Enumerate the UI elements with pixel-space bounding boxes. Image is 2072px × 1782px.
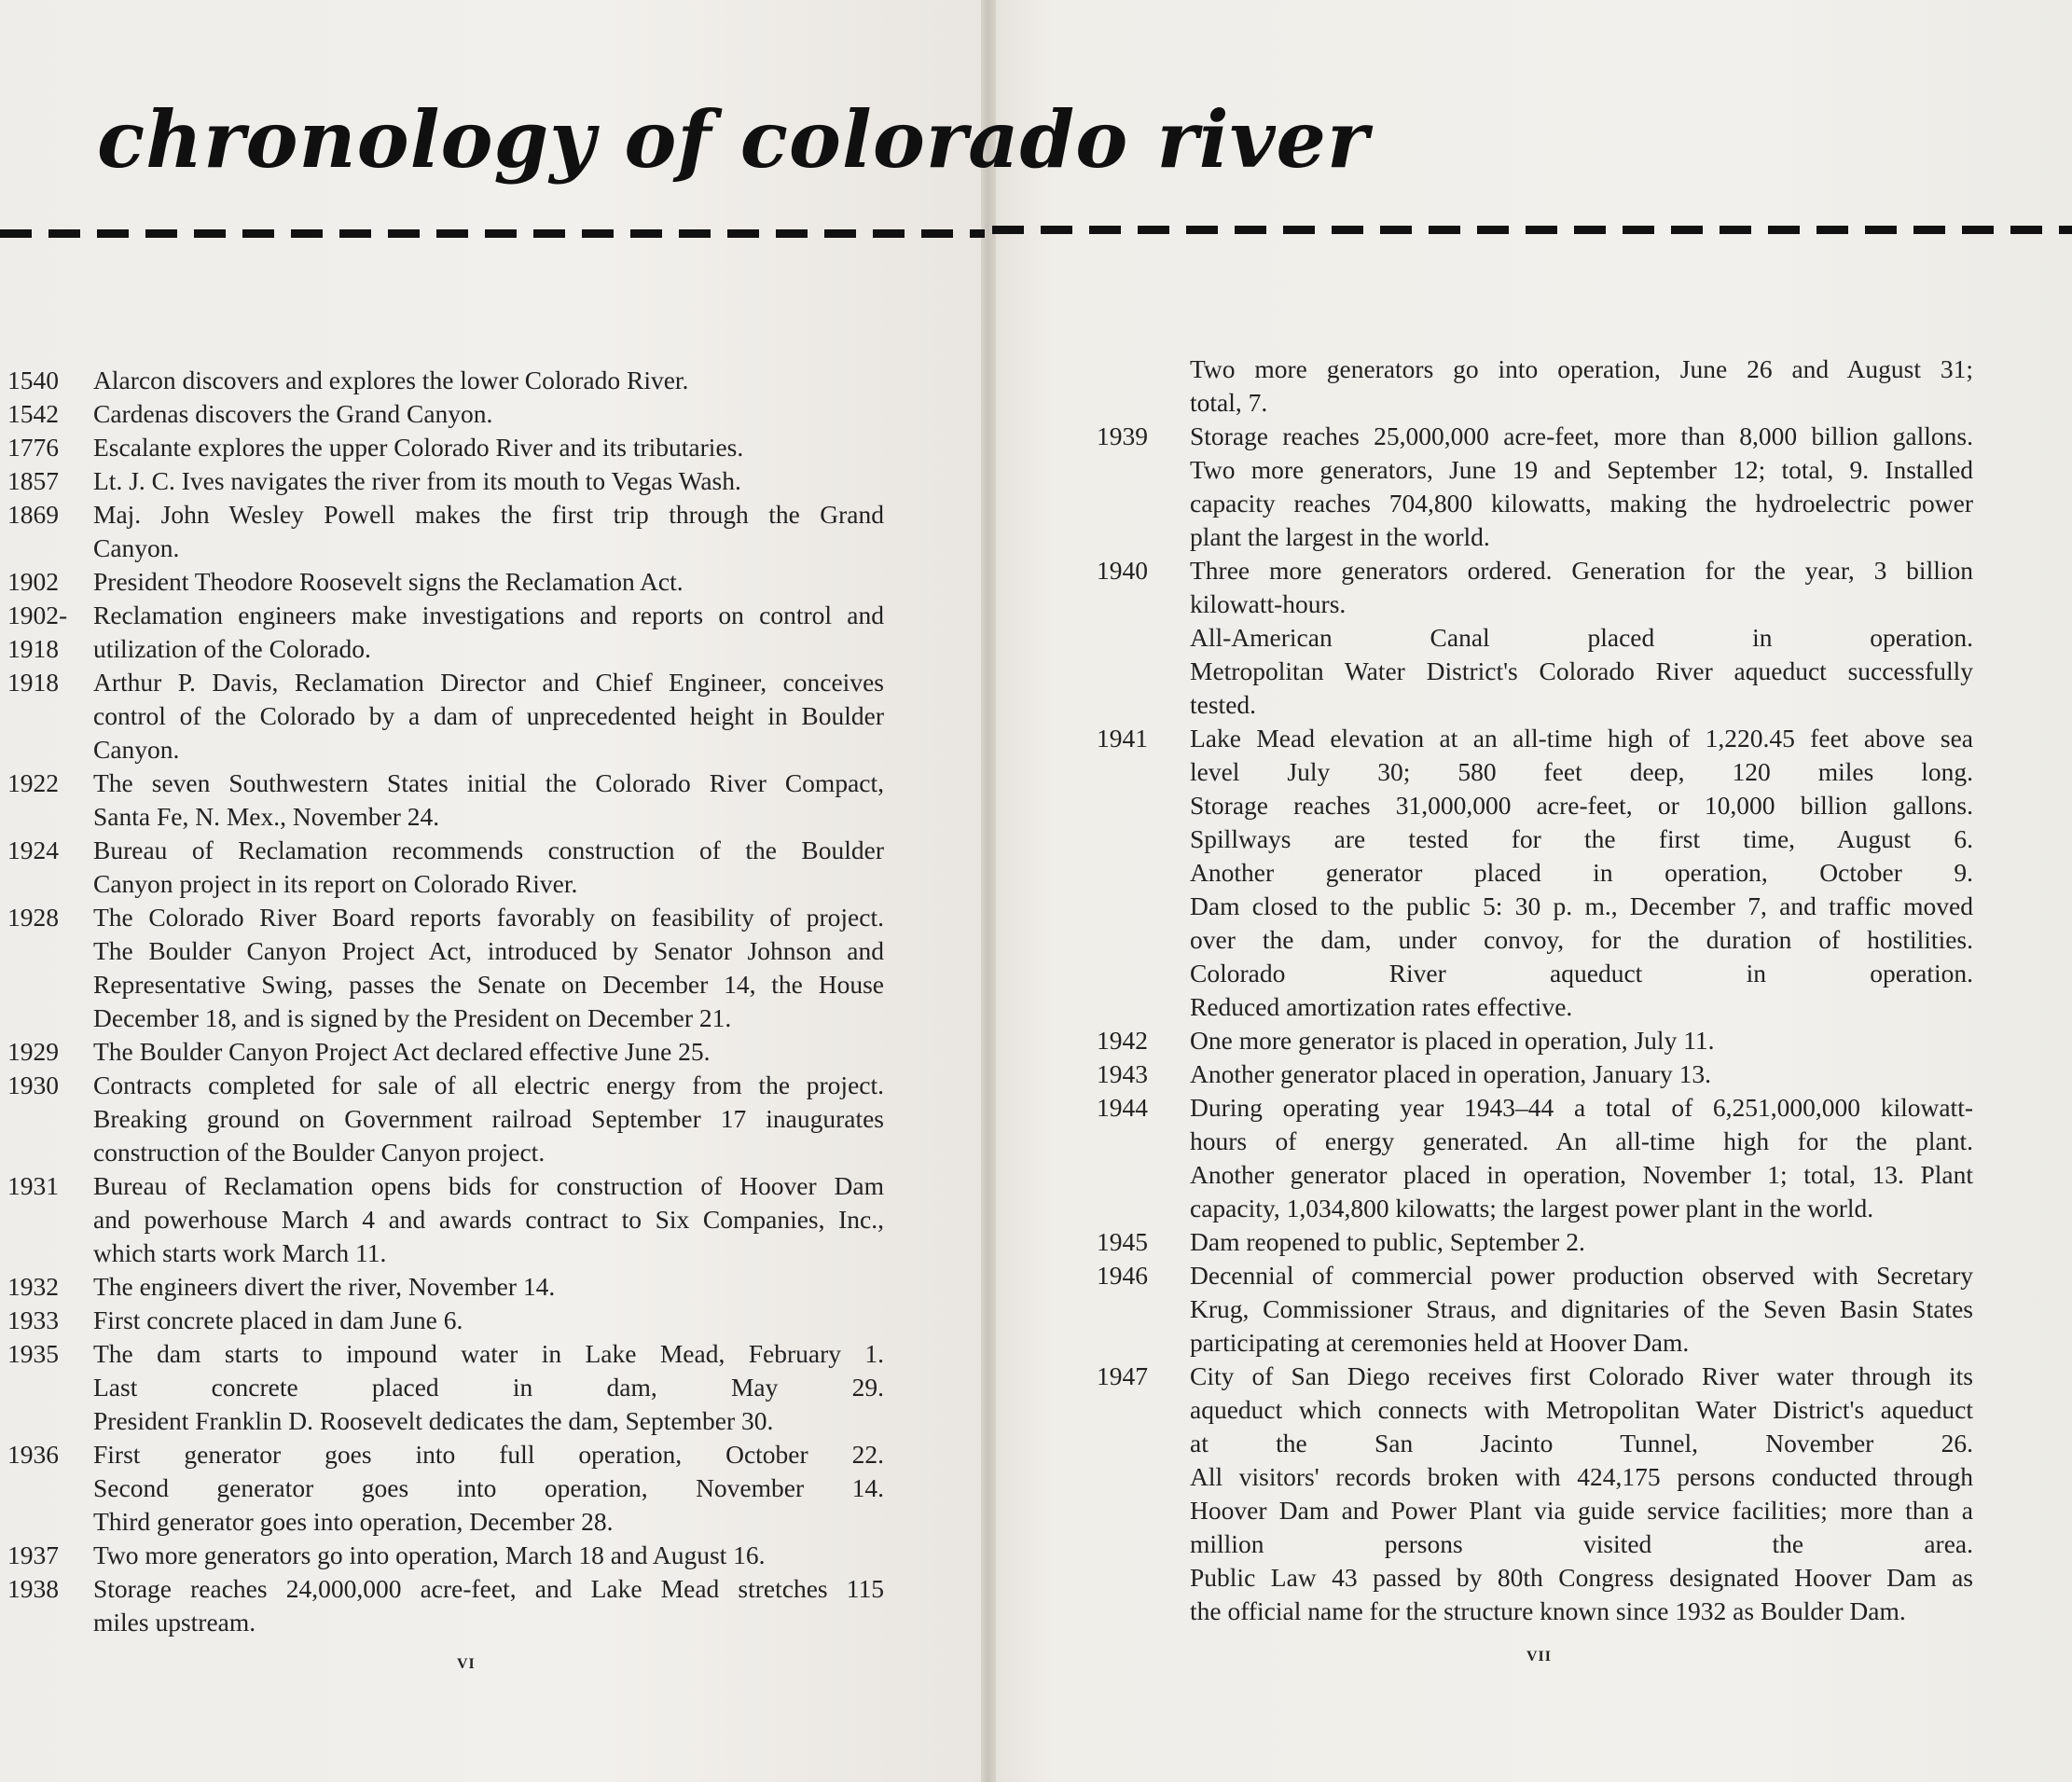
entry-text bbox=[1190, 722, 1973, 1024]
entry-year bbox=[7, 599, 93, 666]
entry-line: Bureau of Reclamation recommends construction of the Boulder bbox=[93, 836, 884, 864]
chronology-entry bbox=[7, 464, 884, 498]
year-label: 1946 bbox=[1097, 1261, 1148, 1290]
chronology-entry bbox=[7, 397, 884, 431]
entry-year bbox=[7, 498, 93, 565]
entry-line: over the dam, under convoy, for the duration of hostilities. bbox=[1190, 925, 1973, 954]
chronology-entry bbox=[7, 1337, 884, 1438]
year-label: 1776 bbox=[7, 433, 59, 462]
year-label: 1940 bbox=[1097, 556, 1148, 585]
year-label: 1936 bbox=[7, 1440, 59, 1469]
year-label: 1542 bbox=[7, 399, 59, 428]
entry-line: Two more generators, June 19 and September 12; total, 9. Installed bbox=[1190, 455, 1973, 484]
entry-year bbox=[1089, 1024, 1190, 1057]
entry-line: Arthur P. Davis, Reclamation Director and Chief Engineer, conceives bbox=[93, 668, 884, 697]
entry-year bbox=[7, 1304, 93, 1337]
page-title: chronology of colorado river bbox=[97, 93, 1370, 186]
entry-text bbox=[93, 397, 884, 431]
entry-line: aqueduct which connects with Metropolitan Water District's aqueduct bbox=[1190, 1395, 1973, 1424]
entry-line: Santa Fe, N. Mex., November 24. bbox=[93, 802, 440, 831]
year-label: 1931 bbox=[7, 1171, 59, 1200]
entry-text bbox=[93, 1069, 884, 1169]
page-spine bbox=[981, 0, 996, 1782]
entry-line: Reclamation engineers make investigations and reports on control and bbox=[93, 601, 884, 629]
chronology-entry bbox=[1089, 420, 1973, 554]
entry-line: Another generator placed in operation, November 1; total, 13. Plant bbox=[1190, 1160, 1973, 1189]
year-label: 1939 bbox=[1097, 421, 1148, 450]
chronology-entry bbox=[7, 364, 884, 397]
entry-year bbox=[1089, 1360, 1190, 1628]
year-label: 1943 bbox=[1097, 1059, 1148, 1088]
year-label: 1932 bbox=[7, 1272, 59, 1301]
entry-line: Breaking ground on Government railroad September 17 inaugurates bbox=[93, 1104, 884, 1133]
entry-year bbox=[7, 834, 93, 901]
year-label: 1933 bbox=[7, 1305, 59, 1334]
entry-text bbox=[93, 1270, 884, 1304]
entry-text bbox=[93, 364, 884, 397]
entry-line: Cardenas discovers the Grand Canyon. bbox=[93, 399, 493, 428]
year-label: 1944 bbox=[1097, 1093, 1148, 1122]
entry-year bbox=[1089, 722, 1190, 1024]
chronology-entry bbox=[7, 666, 884, 767]
year-label: 1869 bbox=[7, 500, 59, 529]
year-label: 1941 bbox=[1097, 724, 1148, 753]
entry-line: Canyon. bbox=[93, 533, 180, 562]
entry-year bbox=[1089, 1259, 1190, 1360]
entry-line: Canyon project in its report on Colorado River. bbox=[93, 869, 578, 898]
entry-line: level July 30; 580 feet deep, 120 miles long. bbox=[1190, 757, 1973, 786]
entry-line: Last concrete placed in dam, May 29. bbox=[93, 1373, 884, 1402]
page-number-left: VI bbox=[457, 1656, 476, 1672]
chronology-entry bbox=[7, 1069, 884, 1169]
year-label: 1540 bbox=[7, 366, 59, 394]
entry-text bbox=[93, 834, 884, 901]
entry-year bbox=[7, 1270, 93, 1304]
entry-line: One more generator is placed in operation, July 11. bbox=[1190, 1026, 1715, 1055]
chronology-entry bbox=[7, 767, 884, 834]
entry-line: First concrete placed in dam June 6. bbox=[93, 1305, 463, 1334]
entry-line: Another generator placed in operation, October 9. bbox=[1190, 858, 1973, 887]
entry-line: Bureau of Reclamation opens bids for construction of Hoover Dam bbox=[93, 1171, 884, 1200]
entry-line: Second generator goes into operation, November 14. bbox=[93, 1473, 884, 1502]
entry-line: Decennial of commercial power production observed with Secretary bbox=[1190, 1261, 1973, 1290]
entry-year bbox=[7, 1169, 93, 1270]
entry-line: Storage reaches 25,000,000 acre-feet, more than 8,000 billion gallons. bbox=[1190, 421, 1973, 450]
entry-line: The engineers divert the river, November 14. bbox=[93, 1272, 556, 1301]
entry-line: Reduced amortization rates effective. bbox=[1190, 992, 1573, 1021]
chronology-entry bbox=[7, 498, 884, 565]
year-label: 1935 bbox=[7, 1339, 59, 1368]
entry-line: During operating year 1943–44 a total of 6,251,000,000 kilowatt- bbox=[1190, 1093, 1973, 1122]
entry-line: capacity, 1,034,800 kilowatts; the largest power plant in the world. bbox=[1190, 1194, 1874, 1223]
entry-year bbox=[1089, 1225, 1190, 1259]
year-label: 1937 bbox=[7, 1540, 59, 1569]
entry-line: President Franklin D. Roosevelt dedicates the dam, September 30. bbox=[93, 1406, 774, 1435]
chronology-entry bbox=[7, 1304, 884, 1337]
entry-line: the official name for the structure known since 1932 as Boulder Dam. bbox=[1190, 1596, 1906, 1625]
entry-text bbox=[93, 1337, 884, 1438]
chronology-entry bbox=[1089, 1360, 1973, 1628]
entry-text bbox=[93, 901, 884, 1035]
year-label: 1947 bbox=[1097, 1361, 1148, 1390]
entry-text bbox=[93, 565, 884, 599]
entry-text bbox=[93, 464, 884, 498]
entry-line: which starts work March 11. bbox=[93, 1238, 387, 1267]
entry-line: Krug, Commissioner Straus, and dignitaries of the Seven Basin States bbox=[1190, 1294, 1973, 1323]
entry-year bbox=[7, 1572, 93, 1639]
entry-line: All-American Canal placed in operation. bbox=[1190, 623, 1973, 652]
entry-line: tested. bbox=[1190, 690, 1257, 719]
entry-line: and powerhouse March 4 and awards contract to Six Companies, Inc., bbox=[93, 1205, 884, 1234]
entry-line: President Theodore Roosevelt signs the Reclamation Act. bbox=[93, 567, 684, 596]
chronology-entry bbox=[7, 901, 884, 1035]
entry-year bbox=[7, 397, 93, 431]
entry-year bbox=[7, 1035, 93, 1069]
entry-text bbox=[93, 1035, 884, 1069]
entry-year bbox=[1089, 352, 1190, 420]
chronology-entry bbox=[1089, 1259, 1973, 1360]
year-label: 1902 bbox=[7, 567, 59, 596]
year-label: 1928 bbox=[7, 903, 59, 932]
entry-line: Two more generators go into operation, March 18 and August 16. bbox=[93, 1540, 766, 1569]
year-label: 1922 bbox=[7, 768, 59, 797]
chronology-entry bbox=[7, 1539, 884, 1572]
chronology-left-column bbox=[7, 364, 884, 1639]
entry-year bbox=[1089, 420, 1190, 554]
entry-year bbox=[1089, 1057, 1190, 1091]
entry-text bbox=[93, 498, 884, 565]
entry-line: City of San Diego receives first Colorado River water through its bbox=[1190, 1361, 1973, 1390]
entry-text bbox=[93, 666, 884, 767]
chronology-entry bbox=[1089, 1057, 1973, 1091]
entry-line: Dam closed to the public 5: 30 p. m., December 7, and traffic moved bbox=[1190, 891, 1973, 920]
chronology-entry bbox=[1089, 722, 1973, 1024]
entry-line: The seven Southwestern States initial the Colorado River Compact, bbox=[93, 768, 884, 797]
entry-text bbox=[1190, 1024, 1973, 1057]
entry-line: Maj. John Wesley Powell makes the first trip through the Grand bbox=[93, 500, 884, 529]
entry-line: Spillways are tested for the first time, August 6. bbox=[1190, 824, 1973, 853]
year-label: 1938 bbox=[7, 1574, 59, 1603]
entry-text bbox=[93, 1438, 884, 1539]
entry-line: capacity reaches 704,800 kilowatts, making the hydroelectric power bbox=[1190, 489, 1973, 518]
dashed-rule-right bbox=[992, 226, 2072, 234]
year-label: 1857 bbox=[7, 466, 59, 495]
entry-text bbox=[1190, 420, 1973, 554]
entry-year bbox=[7, 1539, 93, 1572]
entry-line: miles upstream. bbox=[93, 1608, 256, 1637]
entry-year bbox=[1089, 1091, 1190, 1225]
entry-line: First generator goes into full operation, October 22. bbox=[93, 1440, 884, 1469]
chronology-entry bbox=[7, 1438, 884, 1539]
year-label: 1930 bbox=[7, 1071, 59, 1099]
chronology-entry bbox=[7, 599, 884, 666]
chronology-entry bbox=[1089, 1091, 1973, 1225]
chronology-entry bbox=[7, 834, 884, 901]
chronology-entry bbox=[7, 431, 884, 464]
entry-text bbox=[1190, 1091, 1973, 1225]
entry-line: Another generator placed in operation, January 13. bbox=[1190, 1059, 1711, 1088]
entry-line: plant the largest in the world. bbox=[1190, 522, 1490, 551]
entry-line: at the San Jacinto Tunnel, November 26. bbox=[1190, 1429, 1973, 1457]
entry-line: The Boulder Canyon Project Act declared effective June 25. bbox=[93, 1037, 711, 1066]
entry-line: Escalante explores the upper Colorado River and its tributaries. bbox=[93, 433, 744, 462]
entry-year bbox=[7, 431, 93, 464]
dashed-rule-left bbox=[0, 229, 985, 238]
entry-line: control of the Colorado by a dam of unprecedented height in Boulder bbox=[93, 701, 884, 730]
year-label: 1918 bbox=[7, 668, 59, 697]
chronology-entry bbox=[7, 565, 884, 599]
entry-line: Storage reaches 24,000,000 acre-feet, and Lake Mead stretches 115 bbox=[93, 1574, 884, 1603]
entry-text bbox=[93, 431, 884, 464]
entry-text bbox=[93, 1169, 884, 1270]
entry-line: Representative Swing, passes the Senate on December 14, the House bbox=[93, 970, 884, 999]
chronology-entry bbox=[7, 1270, 884, 1304]
entry-line: participating at ceremonies held at Hoover Dam. bbox=[1190, 1328, 1690, 1357]
entry-year bbox=[7, 1438, 93, 1539]
chronology-entry bbox=[1089, 1024, 1973, 1057]
entry-text bbox=[93, 1539, 884, 1572]
entry-line: utilization of the Colorado. bbox=[93, 634, 371, 663]
entry-line: Metropolitan Water District's Colorado River aqueduct successfully bbox=[1190, 656, 1973, 685]
entry-line: Contracts completed for sale of all electric energy from the project. bbox=[93, 1071, 884, 1099]
entry-line: hours of energy generated. An all-time high for the plant. bbox=[1190, 1126, 1973, 1155]
entry-text bbox=[93, 1304, 884, 1337]
year-label: 1942 bbox=[1097, 1026, 1148, 1055]
entry-line: Dam reopened to public, September 2. bbox=[1190, 1227, 1585, 1256]
entry-line: kilowatt-hours. bbox=[1190, 589, 1347, 618]
year-label: 1918 bbox=[7, 634, 59, 663]
entry-year bbox=[7, 1337, 93, 1438]
entry-year bbox=[7, 565, 93, 599]
entry-text bbox=[93, 767, 884, 834]
entry-line: Third generator goes into operation, December 28. bbox=[93, 1507, 614, 1536]
entry-year bbox=[1089, 554, 1190, 722]
entry-line: Lake Mead elevation at an all-time high of 1,220.45 feet above sea bbox=[1190, 724, 1973, 753]
entry-line: Three more generators ordered. Generation for the year, 3 billion bbox=[1190, 556, 1973, 585]
entry-line: The Colorado River Board reports favorably on feasibility of project. bbox=[93, 903, 884, 932]
year-label: 1902- bbox=[7, 601, 68, 629]
entry-line: million persons visited the area. bbox=[1190, 1529, 1973, 1558]
entry-line: The dam starts to impound water in Lake Mead, February 1. bbox=[93, 1339, 884, 1368]
entry-year bbox=[7, 767, 93, 834]
entry-line: Public Law 43 passed by 80th Congress designated Hoover Dam as bbox=[1190, 1563, 1973, 1592]
entry-text bbox=[1190, 1057, 1973, 1091]
entry-line: Two more generators go into operation, June 26 and August 31; bbox=[1190, 354, 1973, 383]
entry-year bbox=[7, 666, 93, 767]
entry-text bbox=[93, 1572, 884, 1639]
entry-text bbox=[1190, 352, 1973, 420]
entry-line: construction of the Boulder Canyon project. bbox=[93, 1138, 546, 1167]
year-label: 1929 bbox=[7, 1037, 59, 1066]
chronology-entry bbox=[1089, 554, 1973, 722]
entry-text bbox=[1190, 1259, 1973, 1360]
entry-year bbox=[7, 901, 93, 1035]
chronology-entry bbox=[7, 1572, 884, 1639]
entry-line: Canyon. bbox=[93, 735, 180, 764]
entry-line: December 18, and is signed by the President on December 21. bbox=[93, 1003, 732, 1032]
chronology-entry bbox=[1089, 352, 1973, 420]
entry-line: total, 7. bbox=[1190, 388, 1268, 417]
entry-line: The Boulder Canyon Project Act, introduced by Senator Johnson and bbox=[93, 936, 884, 965]
chronology-entry bbox=[7, 1035, 884, 1069]
page-number-right: VII bbox=[1526, 1649, 1553, 1665]
entry-year bbox=[7, 1069, 93, 1169]
year-label: 1945 bbox=[1097, 1227, 1148, 1256]
entry-year bbox=[7, 464, 93, 498]
chronology-right-column bbox=[1089, 352, 1973, 1628]
entry-text bbox=[1190, 1360, 1973, 1628]
entry-line: Hoover Dam and Power Plant via guide service facilities; more than a bbox=[1190, 1496, 1973, 1525]
entry-line: Storage reaches 31,000,000 acre-feet, or 10,000 billion gallons. bbox=[1190, 791, 1973, 820]
entry-line: Alarcon discovers and explores the lower Colorado River. bbox=[93, 366, 689, 394]
chronology-entry bbox=[1089, 1225, 1973, 1259]
entry-line: All visitors' records broken with 424,175 persons conducted through bbox=[1190, 1462, 1973, 1491]
entry-text bbox=[1190, 1225, 1973, 1259]
entry-year bbox=[7, 364, 93, 397]
entry-text bbox=[93, 599, 884, 666]
entry-text bbox=[1190, 554, 1973, 722]
entry-line: Lt. J. C. Ives navigates the river from its mouth to Vegas Wash. bbox=[93, 466, 741, 495]
entry-line: Colorado River aqueduct in operation. bbox=[1190, 959, 1973, 988]
year-label: 1924 bbox=[7, 836, 59, 864]
chronology-entry bbox=[7, 1169, 884, 1270]
